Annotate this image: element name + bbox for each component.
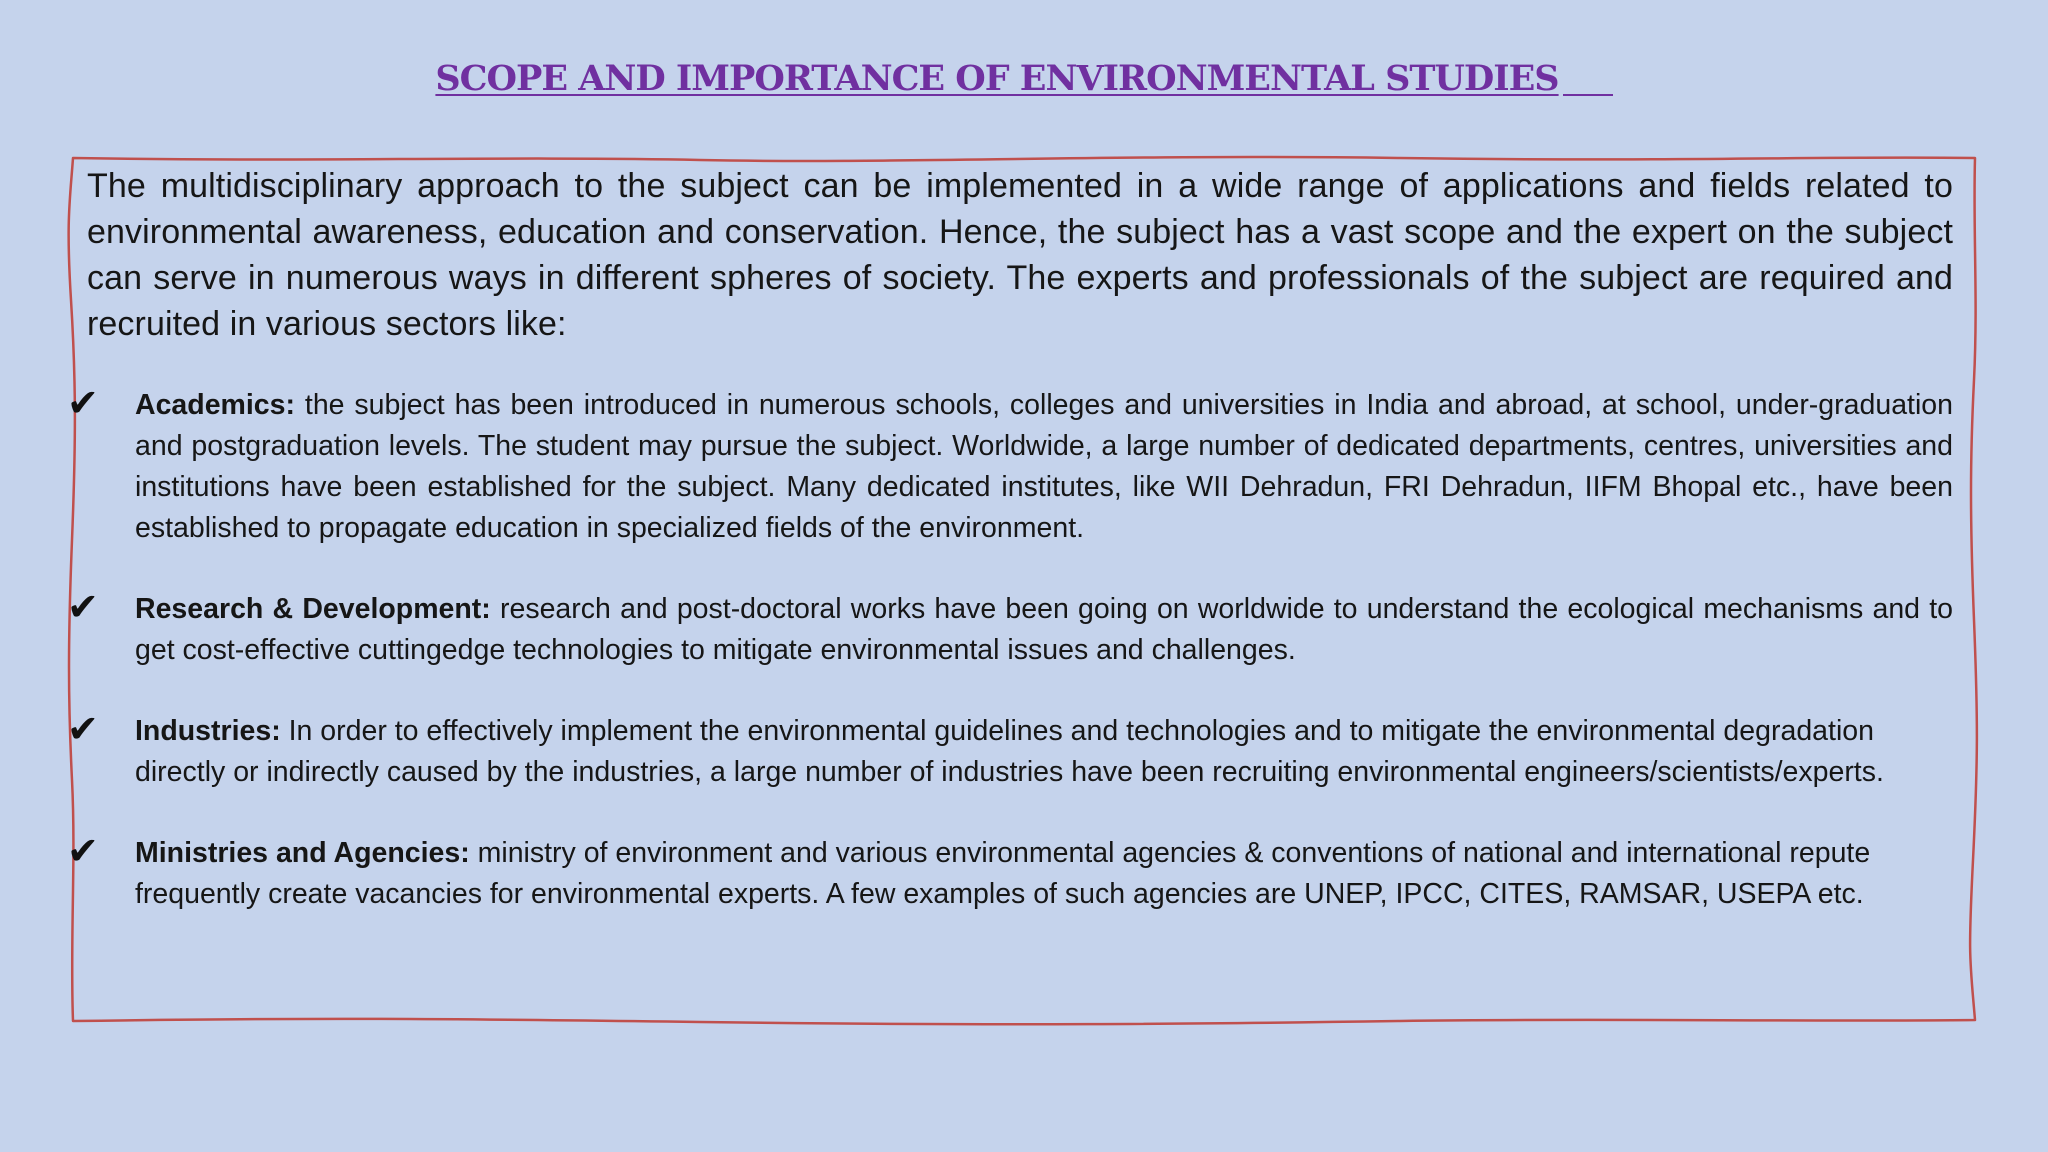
intro-paragraph: The multidisciplinary approach to the subject can be implemented in a wide range of applications and fields related to environmental awareness, education and conservation. Hence, the subject has a vast scope and the expert on the subject can serve in numerous ways in different spheres of society. The experts and professionals of the subject are required and recruited in various sectors like: [87,167,1953,343]
bullet-text: ministry of environment and various environmental agencies & conventions of national and international repute frequently create vacancies for environmental experts. A few examples of such agencies are UNEP, IPCC, CITES, RAMSAR, USEPA etc. [135,837,1871,910]
bullet-text: In order to effectively implement the environmental guidelines and technologies and to mitigate the environmental degradation directly or indirectly caused by the industries, a large number of industries have been recruiting environmental engineers/scientists/experts. [135,715,1884,788]
bullet-text: the subject has been introduced in numerous schools, colleges and universities in India and abroad, at school, under-graduation and postgraduation levels. The student may pursue the subject. Worldwide, a large number of dedicated departments, centres, universities and institutions have been established for the subject. Many dedicated institutes, like WII Dehradun, FRI Dehradun, IIFM Bhopal etc., have been established to propagate education in specialized fields of the environment. [135,389,1953,544]
bullet-heading: Research & Development: [135,593,491,625]
slide-title-text: SCOPE AND IMPORTANCE OF ENVIRONMENTAL STUDIES [435,58,1559,99]
check-mark-icon: ✔ [67,383,99,425]
check-mark-icon: ✔ [67,587,99,629]
sector-list [67,383,1954,915]
list-item-research [67,587,1954,671]
content-area [67,163,1954,915]
title-underline-tail [1563,94,1613,96]
bullet-text: research and post-doctoral works have been going on worldwide to understand the ecological mechanisms and to get cost-effective cuttingedge technologies to mitigate environmental issues and challenges. [135,593,1954,666]
bullet-heading: Ministries and Agencies: [135,837,470,869]
bullet-heading: Academics: [135,389,295,421]
check-mark-icon: ✔ [67,709,99,751]
check-mark-icon: ✔ [67,831,99,873]
list-item-academics [67,383,1953,549]
slide-title [0,58,2048,99]
list-item-ministries [67,831,1953,915]
bullet-heading: Industries: [135,715,281,747]
list-item-industries [67,709,1953,793]
